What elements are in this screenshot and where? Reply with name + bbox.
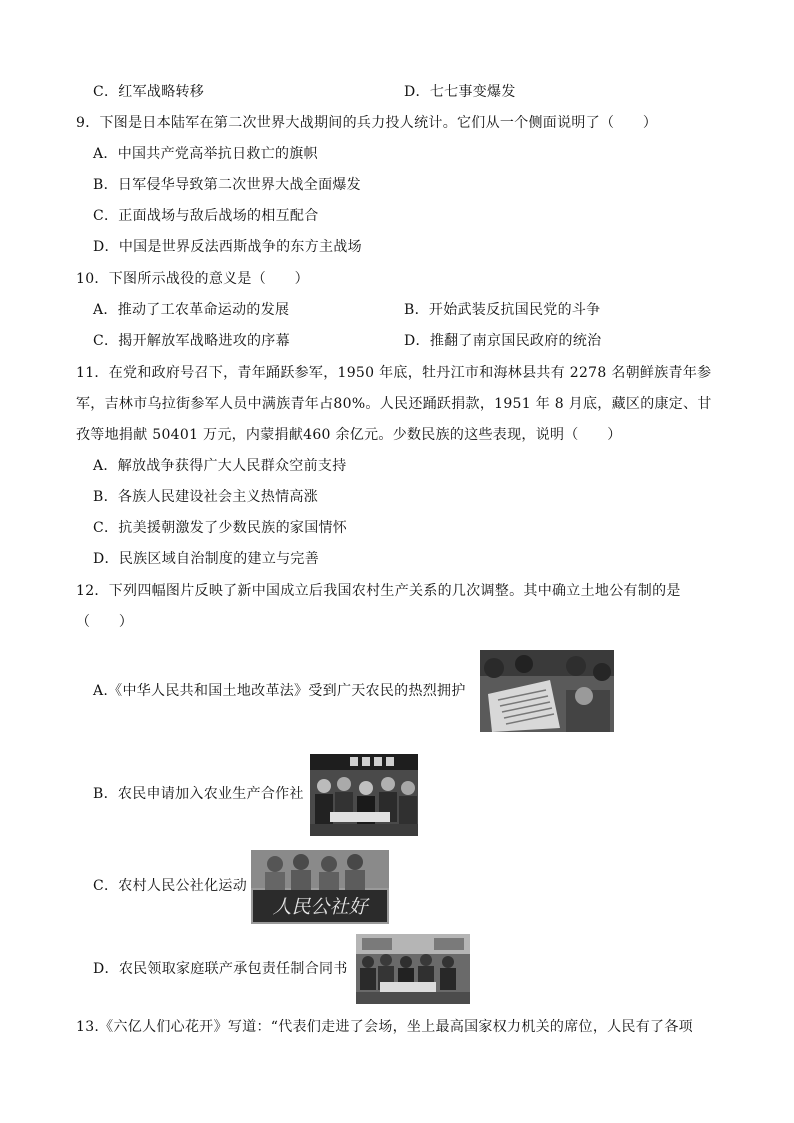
q9-option-c: C．正面战场与敌后战场的相互配合 (93, 208, 319, 224)
q12-option-d: D．农民领取家庭联产承包责任制合同书 (93, 961, 348, 977)
q9-option-a: A．中国共产党高举抗日救亡的旗帜 (93, 146, 318, 162)
q10-option-d: D．推翻了南京国民政府的统治 (404, 333, 602, 349)
q11-stem-line2: 军，吉林市乌拉街参军人员中满族青年占80%。人民还踊跃捐款，1951 年 8 月底，藏区的康定、甘 (76, 396, 712, 412)
q12-stem-line2: （ ） (76, 614, 134, 630)
q11-option-d: D．民族区域自治制度的建立与完善 (93, 551, 320, 567)
q9-option-b: B．日军侵华导致第二次世界大战全面爆发 (93, 177, 361, 193)
q12-option-c: C．农村人民公社化运动 (93, 878, 248, 894)
q10-stem: 10．下图所示战役的意义是（ ） (76, 271, 309, 287)
q9-option-d: D．中国是世界反法西斯战争的东方主战场 (93, 239, 362, 255)
q10-option-b: B．开始武装反抗国民党的斗争 (404, 302, 601, 318)
q11-option-a: A．解放战争获得广大人民群众空前支持 (93, 458, 347, 474)
q11-option-c: C．抗美援朝激发了少数民族的家国情怀 (93, 520, 348, 536)
q9-stem: 9．下图是日本陆军在第二次世界大战期间的兵力投人统计。它们从一个侧面说明了（ ） (76, 115, 658, 131)
q10-option-c: C．揭开解放军战略进攻的序幕 (93, 333, 290, 349)
q11-option-b: B．各族人民建设社会主义热情高涨 (93, 489, 319, 505)
q12-stem-line1: 12．下列四幅图片反映了新中国成立后我国农村生产关系的几次调整。其中确立土地公有制的是 (76, 583, 681, 599)
q11-stem-line3: 孜等地捐献 50401 万元，内蒙捐献460 余亿元。少数民族的这些表现，说明（ ） (76, 427, 622, 443)
q13-stem-line1: 13.《六亿人们心花开》写道：“代表们走进了会场，坐上最高国家权力机关的席位，人民有了各项 (76, 1019, 693, 1035)
q11-stem-line1: 11．在党和政府号召下，青年踊跃参军，1950 年底，牡丹江市和海林县共有 2278 名朝鲜族青年参 (76, 365, 712, 381)
q10-option-a: A．推动了工农革命运动的发展 (93, 302, 290, 318)
q12-photo-c (251, 850, 389, 924)
q12-option-b: B．农民申请加入农业生产合作社 (93, 786, 304, 802)
q12-photo-b (310, 754, 418, 836)
q12-photo-d (356, 934, 470, 1004)
q8-option-c: C．红军战略转移 (93, 84, 205, 100)
q8-option-d: D．七七事变爆发 (404, 84, 516, 100)
q12-option-a: A.《中华人民共和国土地改革法》受到广天农民的热烈拥护 (93, 683, 466, 699)
q12-photo-a (480, 650, 614, 732)
q12-banner-text: 人民公社好 (272, 896, 368, 918)
